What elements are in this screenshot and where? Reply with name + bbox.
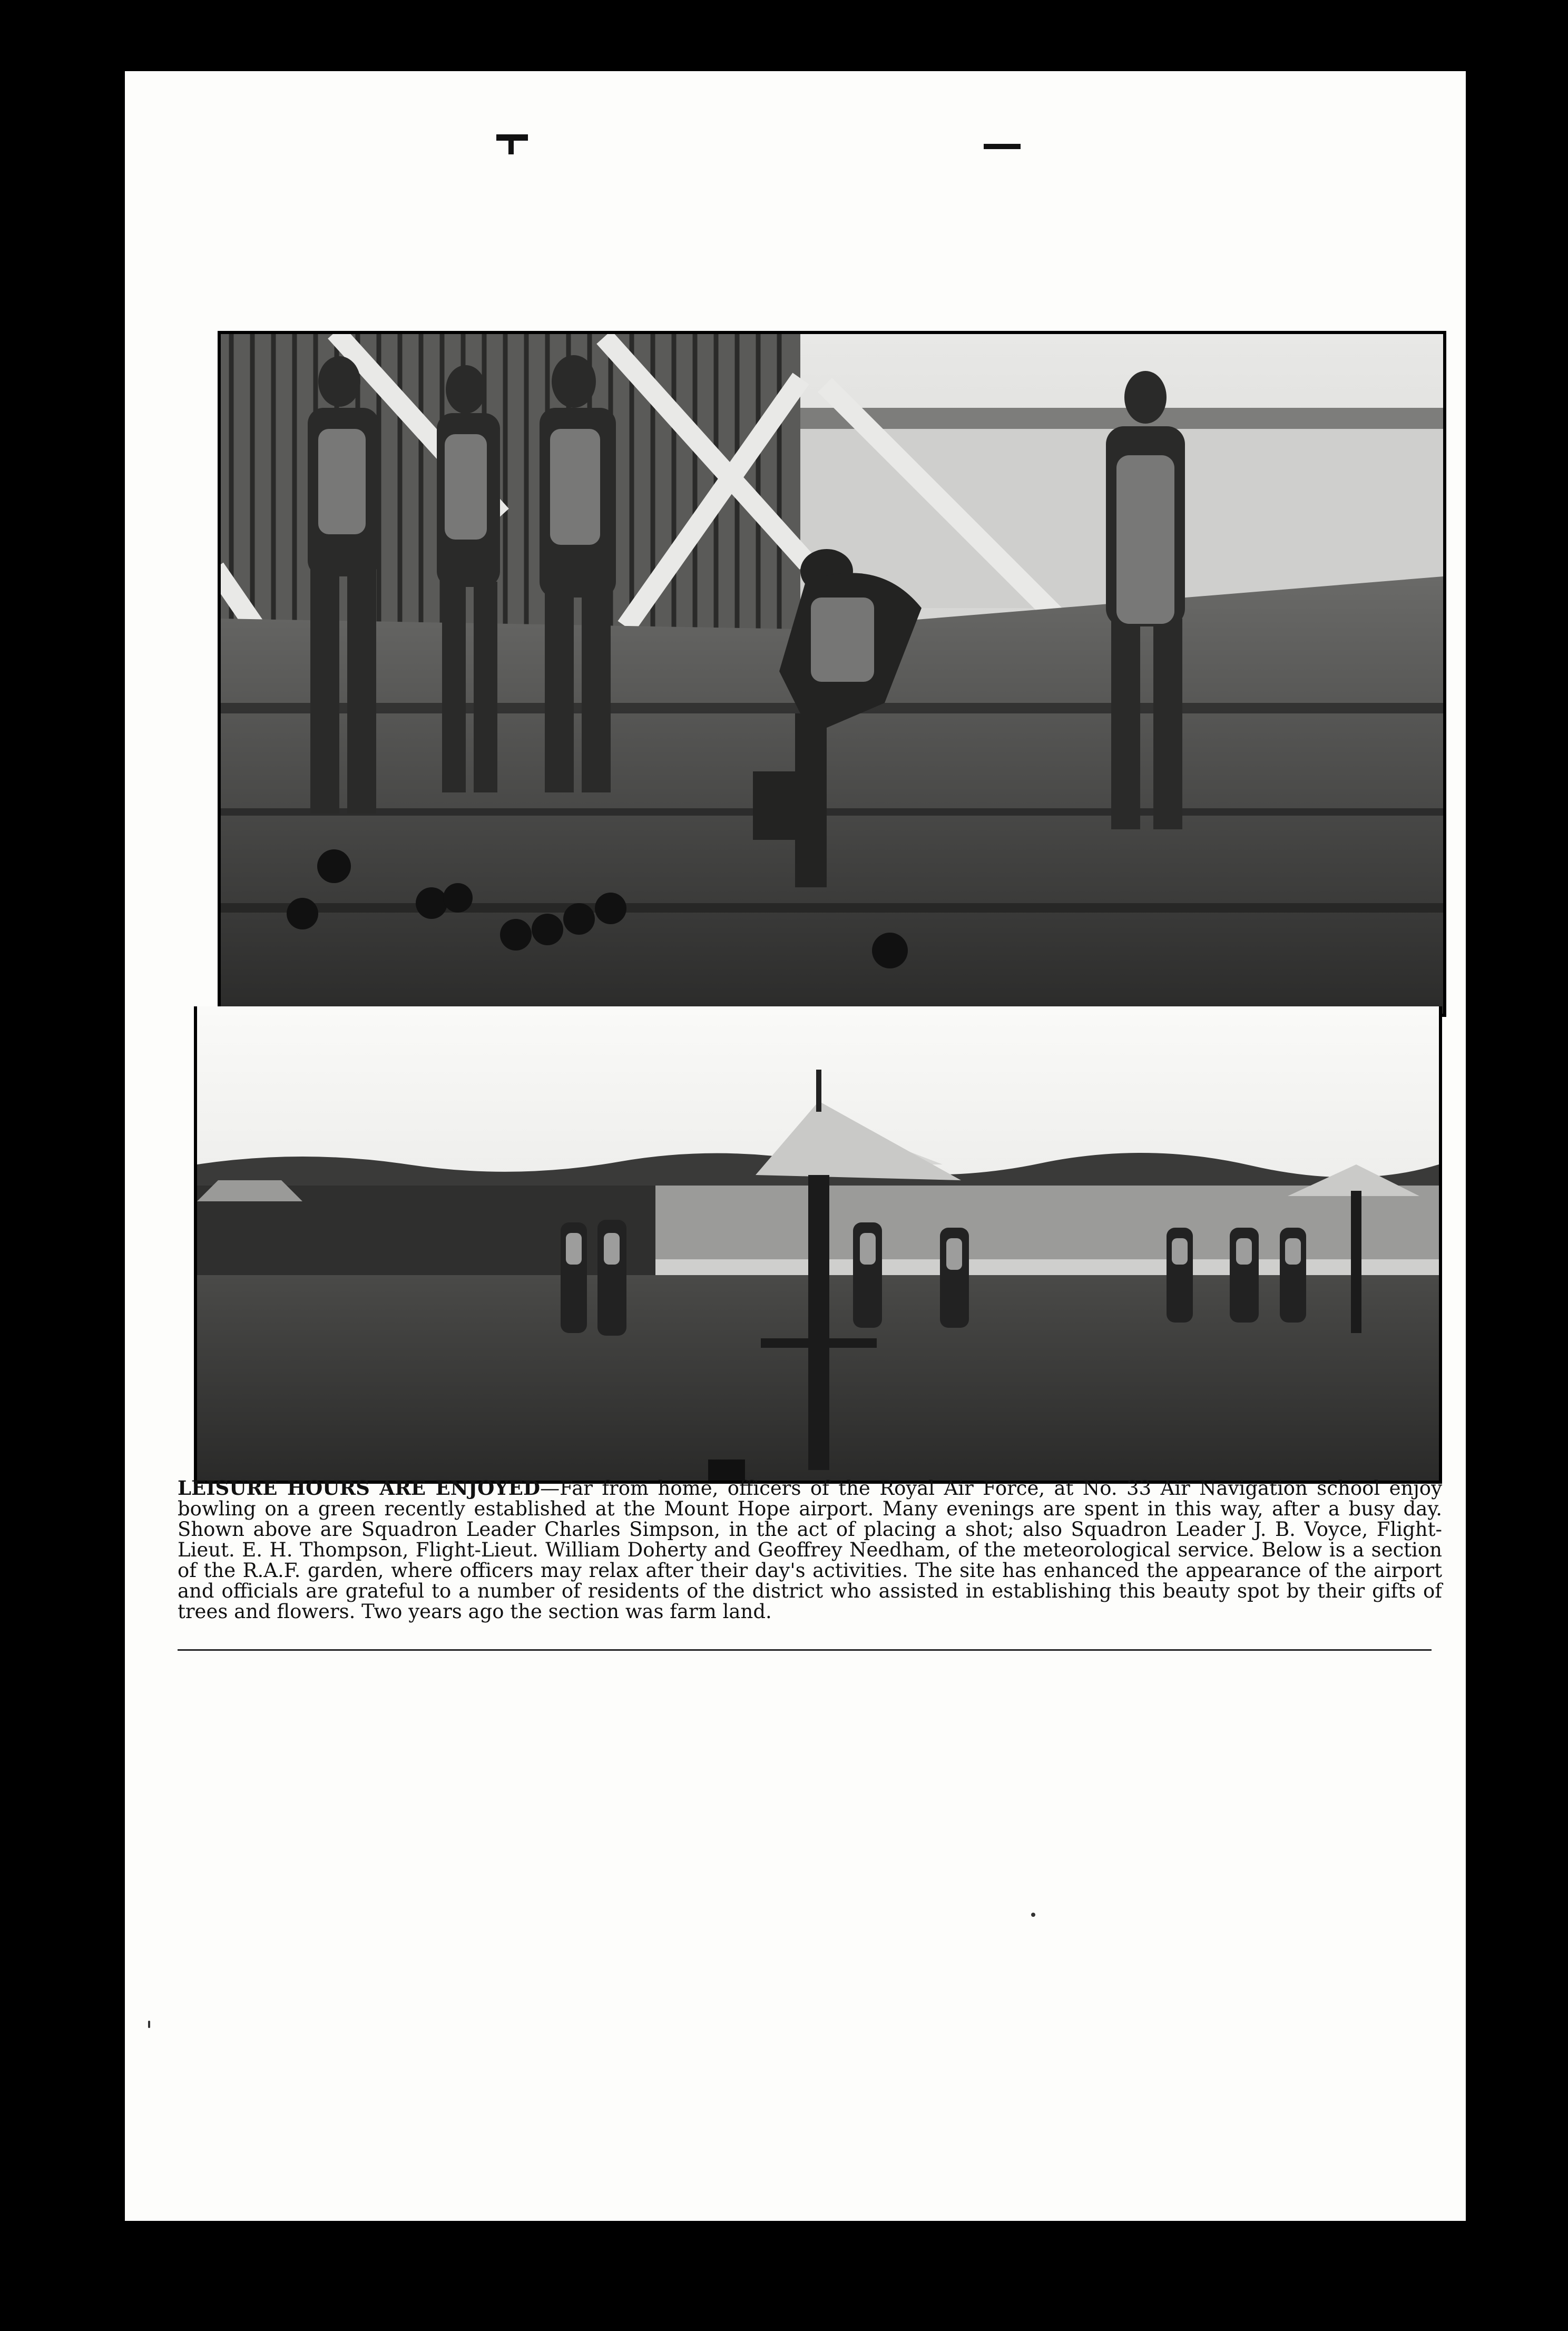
newspaper-clipping	[125, 71, 1466, 2221]
ink-mark	[984, 144, 1021, 149]
photo-caption	[178, 1478, 1442, 1622]
caption-headline: LEISURE HOURS ARE ENJOYED	[178, 1476, 541, 1500]
photo-officers-bowling	[218, 331, 1446, 1017]
photo-raf-garden-image	[197, 1006, 1439, 1481]
photo-raf-garden	[194, 1006, 1442, 1484]
photo-officers-bowling-image	[221, 334, 1443, 1014]
caption-body: —Far from home, officers of the Royal Air Force, at No. 33 Air Navigation school enjoy bowling on a green recently established at the Mount Hope airport. Many evenings are spent in this way, after a busy day. Shown above are Squadron Leader Charles Simpson, in the act of placing a shot; also Squadron Leader J. B. Voyce, Flight-Lieut. E. H. Thompson, Flight-Lieut. William Doherty and Geoffrey Needham, of the meteorological service. Below is a section of the R.A.F. garden, where officers may relax after their day's activities. The site has enhanced the appearance of the airport and officials are grateful to a number of residents of the district who assisted in establishing this beauty spot by their gifts of trees and flowers. Two years ago the section was farm land.	[178, 1477, 1442, 1623]
caption-rule	[178, 1649, 1432, 1651]
ink-mark	[508, 139, 514, 154]
paper-speck	[1031, 1913, 1035, 1917]
paper-speck	[148, 2021, 150, 2028]
